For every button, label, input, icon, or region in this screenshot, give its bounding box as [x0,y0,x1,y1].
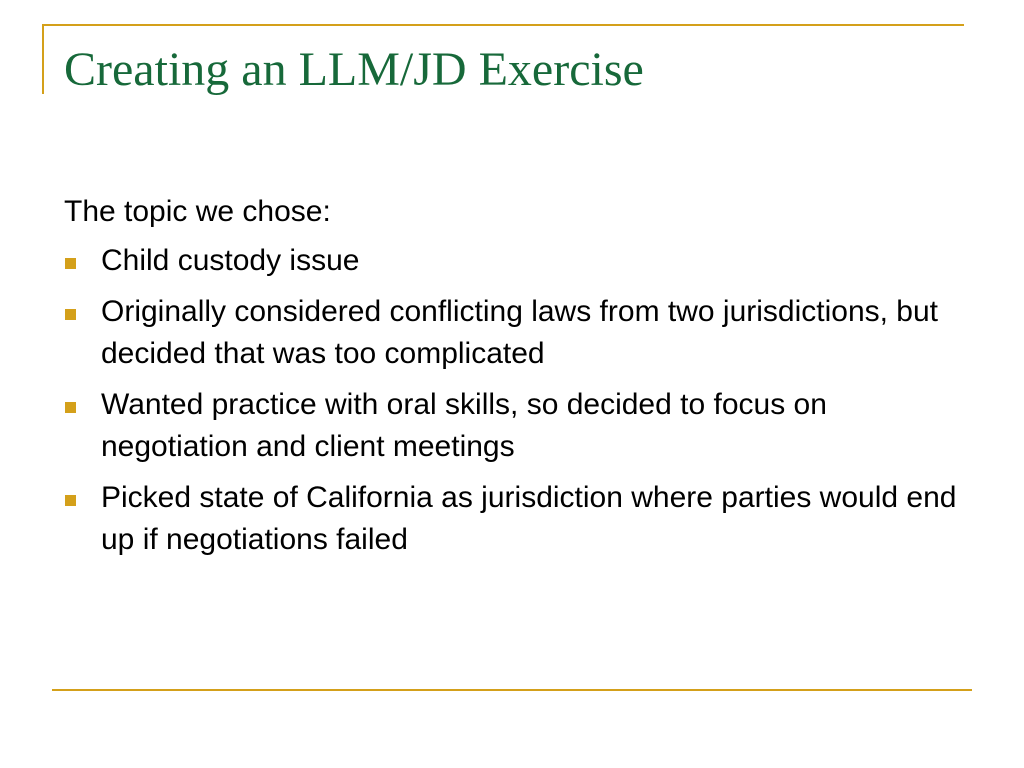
top-accent-line [42,24,964,26]
intro-text: The topic we chose: [64,195,331,228]
slide-title: Creating an LLM/JD Exercise [64,43,644,96]
bullet-item [64,291,964,375]
bullet-item [64,384,964,468]
square-bullet-icon [65,495,76,506]
square-bullet-icon [65,309,76,320]
bullet-item [64,240,964,282]
bullet-text: Wanted practice with oral skills, so decided to focus on negotiation and client meetings [101,388,827,463]
bullet-text: Originally considered conflicting laws from two jurisdictions, but decided that was too complicated [101,295,939,370]
square-bullet-icon [65,258,76,269]
left-accent-line [42,24,44,94]
bullet-list [64,240,964,561]
bottom-accent-line [52,689,972,691]
bullet-text: Child custody issue [101,244,360,277]
slide-content [64,192,964,570]
bullet-item [64,477,964,561]
square-bullet-icon [65,402,76,413]
bullet-text: Picked state of California as jurisdiction where parties would end up if negotiations failed [101,481,957,556]
